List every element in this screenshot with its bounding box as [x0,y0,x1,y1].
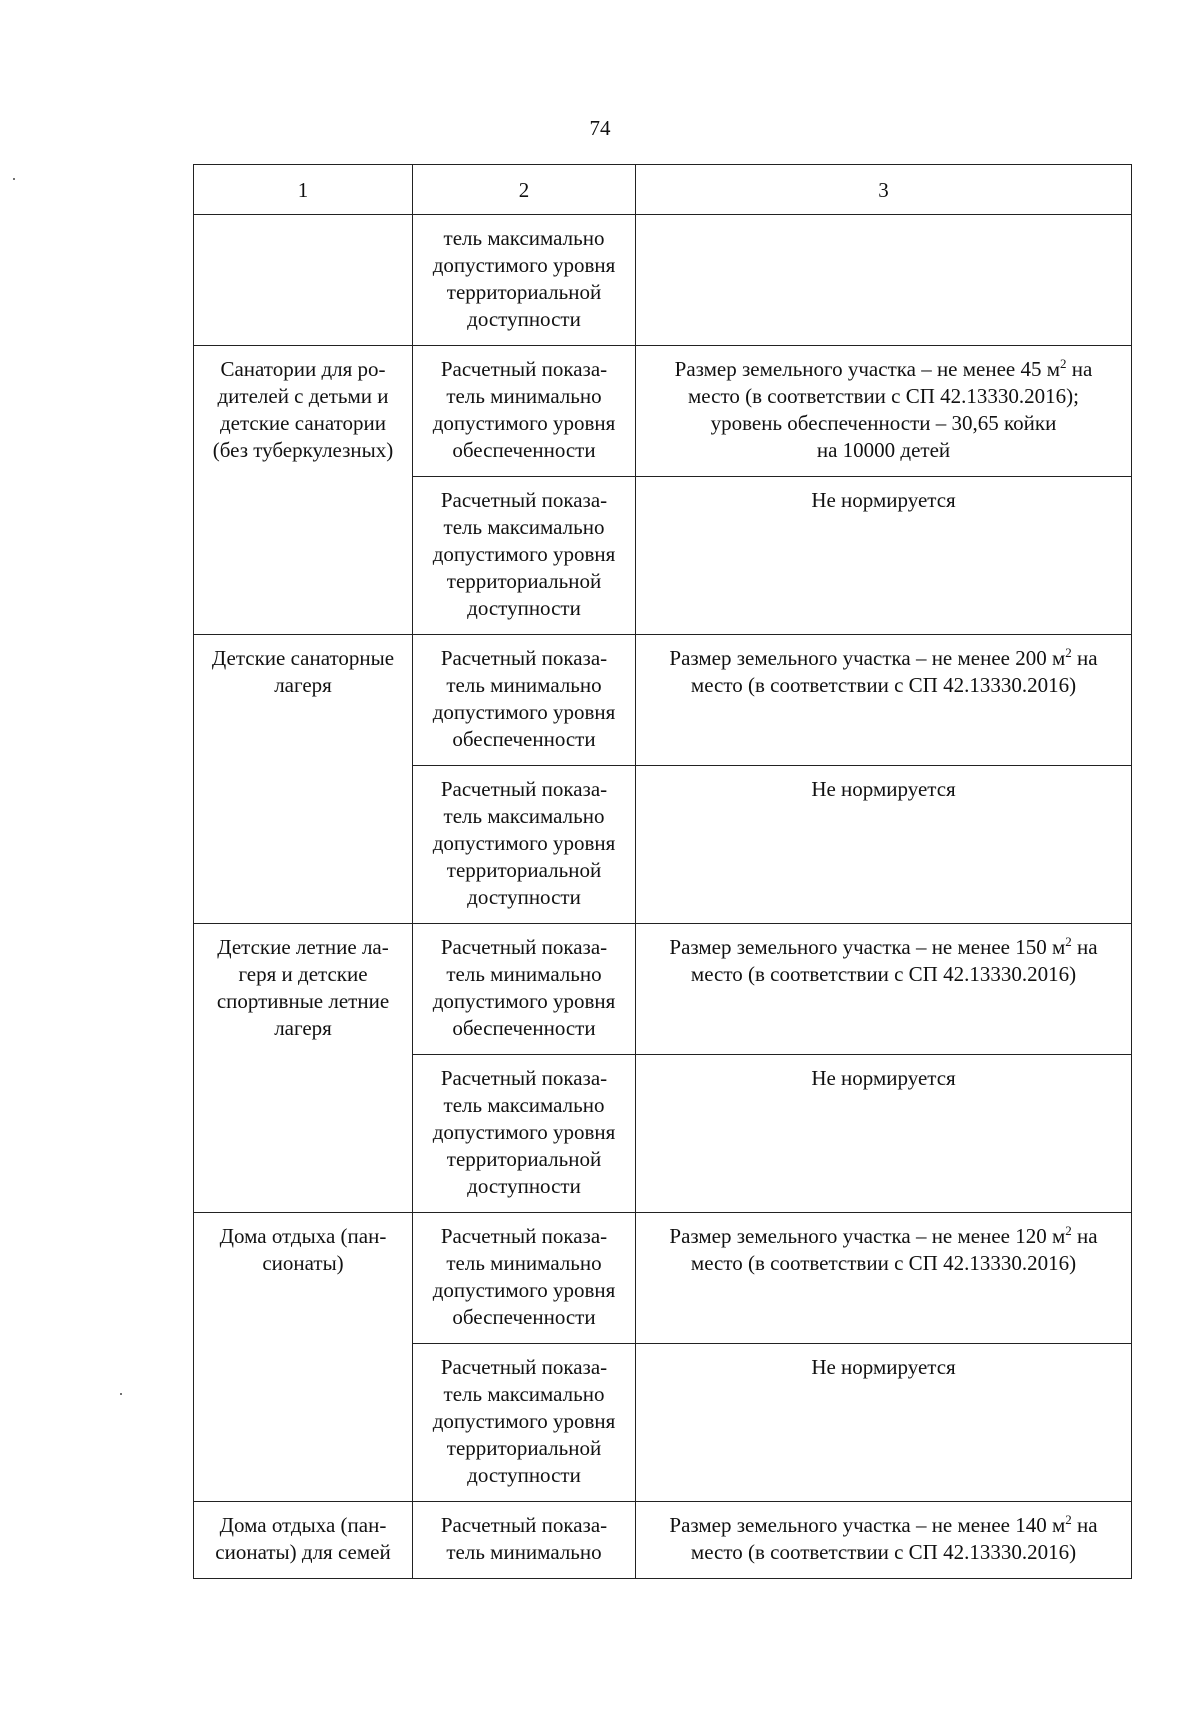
indicator-line: доступности [467,885,581,909]
indicator-line: тель минимально [446,673,602,697]
norm-value-cell [636,1344,1132,1502]
table-header-row [194,165,1132,215]
norm-value-text: Размер земельного участка – не менее 45 м [674,357,1061,381]
indicator-line: территориальной [446,858,602,882]
table-row [194,635,1132,766]
facility-type-line: дителей с детьми и [217,384,389,408]
facility-type-cell [194,1502,413,1579]
indicator-line: допустимого уровня [432,542,616,566]
norm-value-line: место (в соответствии с СП 42.13330.2016) [690,1251,1077,1275]
indicator-line: Расчетный показа- [440,357,608,381]
table-row [194,1213,1132,1344]
norm-value-text: Не нормируется [811,777,956,801]
norm-value-line: место (в соответствии с СП 42.13330.2016) [690,962,1077,986]
norm-value-line [642,356,1125,383]
norm-value-cell [636,477,1132,635]
norm-value-line: место (в соответствии с СП 42.13330.2016) [690,673,1077,697]
indicator-line: территориальной [446,280,602,304]
norm-value-line [642,934,1125,961]
norm-value-line [642,776,1125,803]
facility-type-cell [194,346,413,635]
norm-value-cell [636,635,1132,766]
scan-speck [13,178,15,180]
indicator-line: обеспеченности [452,1016,596,1040]
indicator-line: допустимого уровня [432,700,616,724]
norm-value-text: Размер земельного участка – не менее 200 м [669,646,1066,670]
indicator-line: тель минимально [446,962,602,986]
indicator-line: тель максимально [443,1382,605,1406]
indicator-line: территориальной [446,1147,602,1171]
table-row [194,1502,1132,1579]
indicator-line: доступности [467,1174,581,1198]
facility-type-cell [194,215,413,346]
facility-type-cell [194,1213,413,1502]
table-row [194,924,1132,1055]
norm-value-cell [636,1055,1132,1213]
norm-value-cell [636,346,1132,477]
norm-value-line [642,1223,1125,1250]
page-number: 74 [589,116,611,140]
norm-value-text: на [1071,935,1098,959]
facility-type-line: (без туберкулезных) [212,438,394,462]
table-body [194,215,1132,1579]
norm-value-text: на [1066,357,1093,381]
indicator-line: Расчетный показа- [440,1513,608,1537]
indicator-line: Расчетный показа- [440,777,608,801]
indicator-line: допустимого уровня [432,831,616,855]
indicator-line: Расчетный показа- [440,1355,608,1379]
facility-type-line: лагеря [274,1016,332,1040]
indicator-line: тель максимально [443,1093,605,1117]
indicator-cell [413,477,636,635]
indicator-line: Расчетный показа- [440,935,608,959]
facility-type-line: сионаты) [262,1251,344,1275]
norm-value-text: на [1071,1224,1098,1248]
norm-value-line [642,1065,1125,1092]
facility-type-line: Дома отдыха (пан- [219,1513,387,1537]
indicator-line: допустимого уровня [432,989,616,1013]
indicator-line: обеспеченности [452,727,596,751]
unit-exponent: 2 [1060,356,1067,371]
indicator-line: тель минимально [446,1251,602,1275]
unit-exponent: 2 [1065,934,1072,949]
indicator-line: Расчетный показа- [440,646,608,670]
indicator-line: допустимого уровня [432,1409,616,1433]
indicator-cell [413,1213,636,1344]
norm-value-line [642,1354,1125,1381]
table-row [194,346,1132,477]
facility-type-line: Детские санаторные [211,646,395,670]
facility-type-line: спортивные летние [216,989,390,1013]
facility-type-line: Дома отдыха (пан- [219,1224,387,1248]
column-header-1: 1 [194,165,413,215]
indicator-line: Расчетный показа- [440,488,608,512]
norm-value-line: на 10000 детей [816,438,951,462]
norm-value-line: место (в соответствии с СП 42.13330.2016) [690,1540,1077,1564]
indicator-cell [413,766,636,924]
norm-value-cell [636,924,1132,1055]
facility-type-line: Детские летние ла- [217,935,389,959]
norm-value-text: Не нормируется [811,488,956,512]
norm-value-line: уровень обеспеченности – 30,65 койки [710,411,1057,435]
column-header-2: 2 [413,165,636,215]
indicator-line: доступности [467,307,581,331]
indicator-line: Расчетный показа- [440,1066,608,1090]
column-header-3: 3 [636,165,1132,215]
indicator-line: допустимого уровня [432,1120,616,1144]
indicator-cell [413,215,636,346]
unit-exponent: 2 [1065,645,1072,660]
norm-value-cell [636,766,1132,924]
indicator-cell [413,635,636,766]
indicator-line: тель минимально [446,1540,602,1564]
norm-value-text: Размер земельного участка – не менее 150 м [669,935,1066,959]
facility-type-cell [194,635,413,924]
indicator-line: территориальной [446,569,602,593]
indicator-cell [413,1055,636,1213]
norm-value-text: Не нормируется [811,1355,956,1379]
indicator-line: допустимого уровня [432,253,616,277]
norm-value-text: Размер земельного участка – не менее 140 м [669,1513,1066,1537]
indicator-line: тель минимально [446,384,602,408]
indicator-cell [413,1502,636,1579]
norm-value-cell [636,1213,1132,1344]
norm-value-cell [636,1502,1132,1579]
unit-exponent: 2 [1065,1223,1072,1238]
indicator-cell [413,1344,636,1502]
indicator-line: доступности [467,596,581,620]
indicator-line: доступности [467,1463,581,1487]
norm-value-text: на [1071,646,1098,670]
indicator-cell [413,346,636,477]
facility-type-cell [194,924,413,1213]
indicator-line: Расчетный показа- [440,1224,608,1248]
facility-type-line: геря и детские [238,962,368,986]
indicator-line: тель максимально [443,804,605,828]
facility-type-line: сионаты) для семей [215,1540,391,1564]
indicator-line: территориальной [446,1436,602,1460]
facility-type-line: Санатории для ро- [220,357,386,381]
norm-value-line [642,1512,1125,1539]
indicator-cell [413,924,636,1055]
norm-value-text: Размер земельного участка – не менее 120 м [669,1224,1066,1248]
facility-type-line: детские санатории [219,411,387,435]
norm-value-line [642,487,1125,514]
norm-value-cell [636,215,1132,346]
indicator-line: допустимого уровня [432,1278,616,1302]
indicator-line: обеспеченности [452,1305,596,1329]
facility-type-line: лагеря [274,673,332,697]
table-row [194,215,1132,346]
unit-exponent: 2 [1065,1512,1072,1527]
indicator-line: обеспеченности [452,438,596,462]
norm-value-text: на [1071,1513,1098,1537]
norm-value-text: Не нормируется [811,1066,956,1090]
norms-table [193,164,1132,1579]
indicator-line: тель максимально [443,226,605,250]
norm-value-line [642,645,1125,672]
indicator-line: тель максимально [443,515,605,539]
indicator-line: допустимого уровня [432,411,616,435]
norm-value-line: место (в соответствии с СП 42.13330.2016); [688,384,1079,408]
scan-speck [120,1393,122,1395]
